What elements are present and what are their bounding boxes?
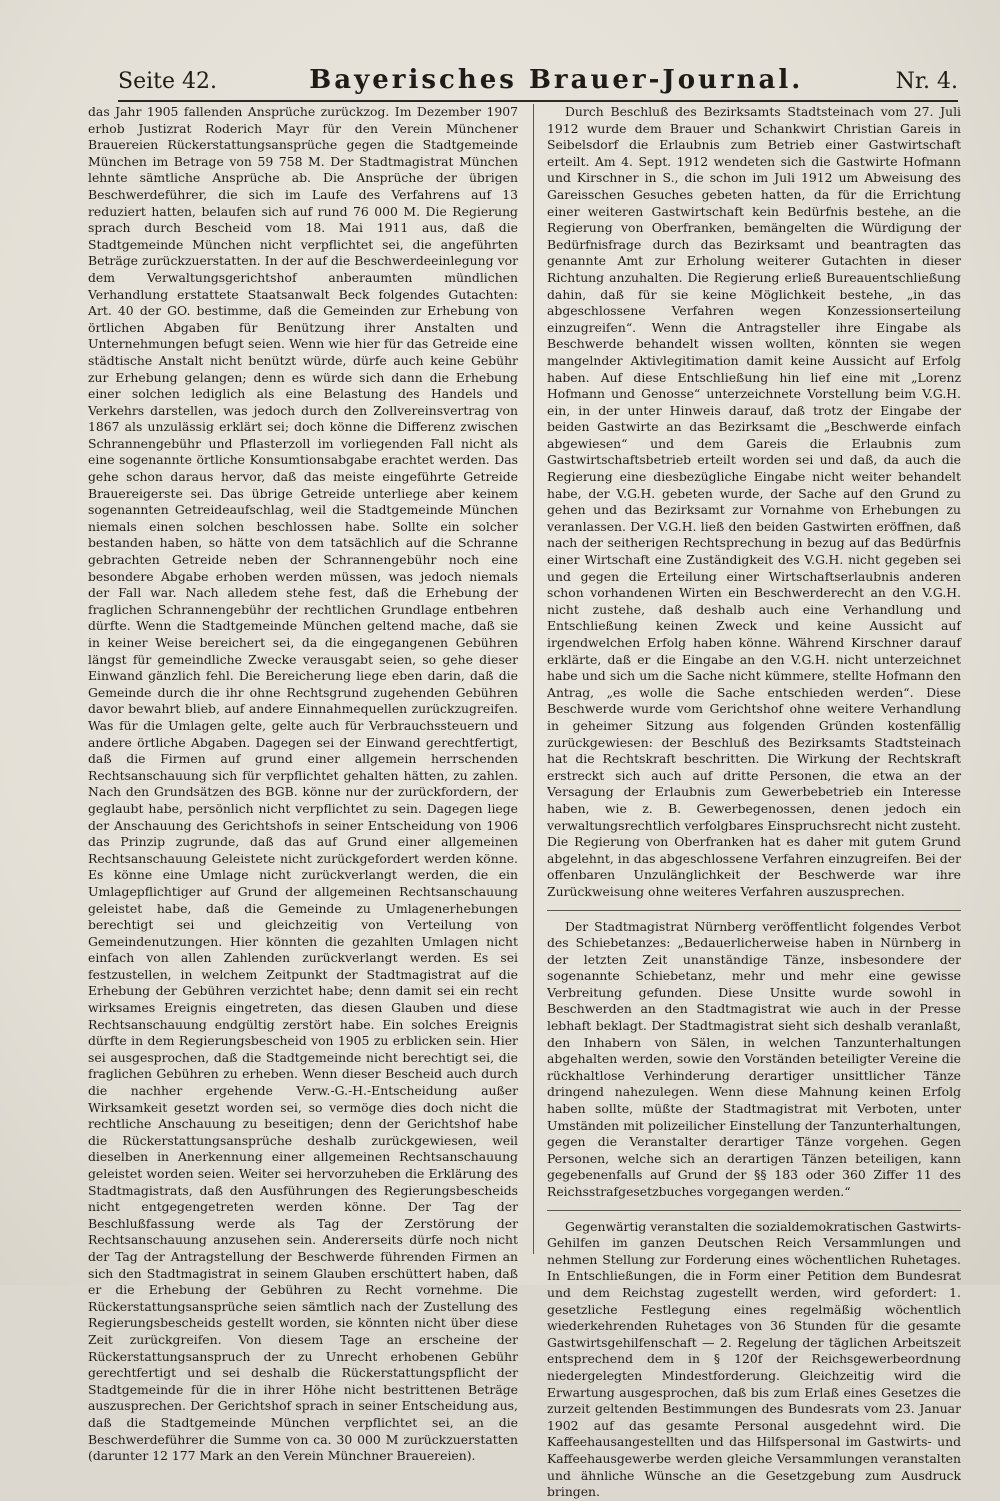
left-article-paragraph: das Jahr 1905 fallenden Ansprüche zurückzog. Im Dezember 1907 erhob Justizrat Roderich Mayr für den Verein Münchener Brauereien Rückerstattungsansprüche gegen die Stadtgemeinde München im Betrage von 59 758 M. Der Stadtmagistrat München lehnte sämtliche Ansprüche ab. Die Ansprüche der übrigen Beschwerdeführer, die sich im Laufe des Verfahrens auf 13 reduziert hatten, belaufen sich auf rund 76 000 M. Die Regierung sprach durch Bescheid vom 18. Mai 1911 aus, daß die Stadtgemeinde München nicht verpflichtet sei, die angeführten Beträge zurückzuerstatten. In der auf die Beschwerdeeinlegung vor dem Verwaltungsgerichtshof anberaumten mündlichen Verhandlung erstattete Staatsanwalt Beck folgendes Gutachten: Art. 40 der GO. bestimme, daß die Gemeinden zur Erhebung von örtlichen Abgaben für Benützung ihrer Anstalten und Unternehmungen befugt seien. Wenn wie hier für das Getreide eine städtische Anstalt nicht benützt würde, dürfe auch keine Gebühr zur Erhebung gelangen; denn es würde sich dann die Erhebung einer solchen lediglich als eine Belastung des Handels und Verkehrs darstellen, was jedoch durch den Zollvereinsvertrag von 1867 als unzulässig erklärt sei; doch könne die Differenz zwischen Schrannengebühr und Pflasterzoll im vorliegenden Fall nicht als eine sogenannte örtliche Konsumtionsabgabe erachtet werden. Das gehe schon daraus hervor, daß das meiste eingeführte Getreide Brauereigerste sei. Das übrige Getreide unterliege aber keinem sogenannten Getreideaufschlag, weil die Stadtgemeinde München niemals einen solchen beschlossen habe. Sollte ein solcher bestanden haben, so hätte von dem tatsächlich auf die Schranne gebrachten Getreide neben der Schrannengebühr noch eine besondere Abgabe erhoben werden müssen, was jedoch niemals der Fall war. Nach alledem stehe fest, daß die Erhebung der fraglichen Schrannengebühr der rechtlichen Grundlage entbehren dürfte. Wenn die Stadtgemeinde München geltend mache, daß sie in keiner Weise bereichert sei, da die eingegangenen Gebühren längst für gemeindliche Zwecke verausgabt seien, so gehe dieser Einwand gänzlich fehl. Die Bereicherung liege eben darin, daß die Gemeinde durch die ihr ohne Rechtsgrund zugehenden Gebühren davor bewahrt blieb, auf andere Einnahmequellen zurückzugreifen. Was für die Umlagen gelte, gelte auch für Verbrauchssteuern und andere örtliche Abgaben. Dagegen sei der Einwand gerechtfertigt, daß die Firmen auf grund einer allgemein herrschenden Rechtsanschauung sich für verpflichtet gehalten hätten, zu zahlen. Nach den Grundsätzen des BGB. könne nur der zurückfordern, der geglaubt habe, persönlich nicht verpflichtet zu sein. Dagegen liege der Anschauung des Gerichtshofs in seiner Entscheidung von 1906 das Prinzip zugrunde, daß das auf Grund einer allgemeinen Rechtsanschauung Geleistete nicht zurückgefordert werden könne. Es könne eine Umlage nicht zurückverlangt werden, die ein Umlagepflichtiger auf Grund der allgemeinen Rechtsanschauung geleistet habe, daß die Gemeinde zu Umlagenerhebungen berechtigt sei und gleichzeitig von Verteilung von Gemeindenutzungen. Hier könnten die gezahlten Umlagen nicht einfach von allen Zahlenden zurückverlangt werden. Es sei festzustellen, in welchem Zeitpunkt der Stadtmagistrat auf die Erhebung der Gebühren verzichtet habe; denn damit sei ein recht wirksames Ereignis eingetreten, das diesen Glauben und diese Rechtsanschauung endgültig zerstört habe. Ein solches Ereignis dürfte in dem Regierungsbescheid von 1905 zu erblicken sein. Hier sei ausgesprochen, daß die Stadtgemeinde nicht berechtigt sei, die fraglichen Gebühren zu erheben. Wenn dieser Bescheid auch durch die nachher ergehende Verw.-G.-H.-Entscheidung außer Wirksamkeit gesetzt worden sei, so vermöge dies doch nicht die rechtliche Anschauung zu beseitigen; denn der Gerichtshof habe die Rückerstattungsansprüche deshalb zurückgewiesen, weil dieselben in Anerkennung einer allgemeinen Rechtsanschauung geleistet worden seien. Weiter sei hervorzuheben die Erklärung des Stadtmagistrats, daß den Ausführungen des Regierungsbescheids nicht entgegengetreten werden könne. Der Tag der Beschlußfassung werde als Tag der Zerstörung der Rechtsanschauung anzusehen sein. Andererseits dürfe noch nicht der Tag der Antragstellung der Beschwerde führenden Firmen an sich den Stadtmagistrat in seinem Glauben erschüttert haben, daß er die Erhebung der Gebühren zu Recht vornehme. Die Rückerstattungsansprüche seien sämtlich nach der Zustellung des Regierungsbescheids gestellt worden, sie könnten nicht über diese Zeit zurückgreifen. Von diesem Tage an erscheine der Rückerstattungsanspruch der zu Unrecht erhobenen Gebühr gerechtfertigt und sei deshalb die Rückerstattungspflicht der Stadtgemeinde für die in ihrer Höhe nicht bestrittenen Beträge auszusprechen. Der Gerichtshof sprach in seiner Entscheidung aus, daß die Stadtgemeinde München verpflichtet sei, an die Beschwerdeführer die Summe von ca. 30 000 M zurückzuerstatten (darunter 12 177 Mark an den Verein Münchner Brauereien). <box>88 104 518 1464</box>
article-schiebetanz-ban: Der Stadtmagistrat Nürnberg veröffentlicht folgendes Verbot des Schiebetanzes: „Bedauerlicherweise haben in Nürnberg in der letzten Zeit unanständige Tänze, insbesondere der sogenannte Schiebetanz, mehr und mehr eine gewisse Verbreitung gefunden. Diese Unsitte wurde sowohl in Beschwerden an den Stadtmagistrat wie auch in der Presse lebhaft beklagt. Der Stadtmagistrat sieht sich deshalb veranlaßt, den Inhabern von Sälen, in welchen Tanzunterhaltungen abgehalten werden, sowie den Vorständen beteiligter Vereine die rückhaltlose Verhinderung derartiger unsittlicher Tänze dringend nahezulegen. Wenn diese Mahnung keinen Erfolg haben sollte, müßte der Stadtmagistrat mit Verboten, unter Umständen mit polizeilicher Einstellung der Tanzunterhaltungen, gegen die Veranstalter derartiger Tänze vorgehen. Gegen Personen, welche sich an derartigen Tänzen beteiligen, kann gegebenenfalls auf Grund der §§ 183 oder 360 Ziffer 11 des Reichsstrafgesetzbuches vorgegangen werden.“ <box>547 918 961 1199</box>
article-separator <box>547 910 961 911</box>
column-divider <box>533 104 534 1254</box>
page-header <box>118 56 958 102</box>
journal-title: Bayerisches Brauer-Journal. <box>309 65 804 95</box>
page-number: Seite 42. <box>118 69 217 94</box>
right-column <box>547 104 961 1500</box>
issue-number: Nr. 4. <box>895 69 958 94</box>
left-column <box>88 104 518 1464</box>
article-ruhetag-demand: Gegenwärtig veranstalten die sozialdemokratischen Gastwirts-Gehilfen im ganzen Deutschen Reich Versammlungen und nehmen Stellung zur Forderung eines wöchentlichen Ruhetages. In Entschließungen, die in Form einer Petition dem Bundesrat und dem Reichstag zugestellt werden, wird gefordert: 1. gesetzliche Festlegung eines regelmäßig wöchentlich wiederkehrenden Ruhetages von 36 Stunden für die gesamte Gastwirtsgehilfenschaft — 2. Regelung der täglichen Arbeitszeit entsprechend dem in § 120f der Reichsgewerbeordnung niedergelegten Mindestforderung. Gleichzeitig wird die Erwartung ausgesprochen, daß bis zum Erlaß eines Gesetzes die zurzeit geltenden Bestimmungen des Bundesrats vom 23. Januar 1902 auf das gesamte Personal ausgedehnt wird. Die Kaffeehausangestellten und das Hilfspersonal im Gastwirts- und Kaffeehausgewerbe werden gleiche Versammlungen veranstalten und ähnliche Wünsche an die Gesetzgebung zum Ausdruck bringen. <box>547 1218 961 1500</box>
article-separator <box>547 1210 961 1211</box>
article-gareis-concession: Durch Beschluß des Bezirksamts Stadtsteinach vom 27. Juli 1912 wurde dem Brauer und Schankwirt Christian Gareis in Seibelsdorf die Erlaubnis zum Betrieb einer Gastwirtschaft erteilt. Am 4. Sept. 1912 wendeten sich die Gastwirte Hofmann und Kirschner in S., die schon im Juli 1912 um Abweisung des Gareisschen Gesuches gebeten hatten, da für die Errichtung einer weiteren Gastwirtschaft kein Bedürfnis bestehe, an die Regierung von Oberfranken, bemängelten die Würdigung der Bedürfnisfrage durch das Bezirksamt und beantragten das genannte Amt zur Erholung weiterer Gutachten in dieser Richtung anzuhalten. Die Regierung erließ Bureauentschließung dahin, daß für sie keine Möglichkeit bestehe, „in das abgeschlossene Verfahren wegen Konzessionserteilung einzugreifen“. Wenn die Antragsteller ihre Eingabe als Beschwerde behandelt wissen wollten, könnten sie wegen mangelnder Aktivlegitimation damit keine Aussicht auf Erfolg haben. Auf diese Entschließung hin lief eine mit „Lorenz Hofmann und Genosse“ unterzeichnete Vorstellung beim V.G.H. ein, in der unter Hinweis darauf, daß trotz der Eingabe der beiden Gastwirte an das Bezirksamt die „Beschwerde einfach abgewiesen“ und dem Gareis die Erlaubnis zum Gastwirtschaftsbetrieb erteilt worden sei und daß, da auch die Regierung eine diesbezügliche Eingabe nicht weiter behandelt habe, der V.G.H. gebeten wurde, der Sache auf den Grund zu gehen und das Bezirksamt zur Vornahme von Erhebungen zu veranlassen. Der V.G.H. ließ den beiden Gastwirten eröffnen, daß nach der seitherigen Rechtsprechung in bezug auf das Bedürfnis einer Wirtschaft eine Zuständigkeit des V.G.H. nicht gegeben sei und gegen die Erteilung einer Wirtschaftserlaubnis anderen schon vorhandenen Wirten ein Beschwerderecht an den V.G.H. nicht zustehe, daß deshalb auch eine Verhandlung und Entschließung keinen Zweck und keine Aussicht auf irgendwelchen Erfolg haben könne. Während Kirschner darauf erklärte, daß er die Eingabe an den V.G.H. nicht unterzeichnet habe und sich um die Sache nicht kümmere, stellte Hofmann den Antrag, „es wolle die Sache entschieden werden“. Diese Beschwerde wurde vom Gerichtshof ohne weitere Verhandlung in geheimer Sitzung aus folgenden Gründen kostenfällig zurückgewiesen: der Beschluß des Bezirksamts Stadtsteinach hat die Rechtskraft beschritten. Die Wirkung der Rechtskraft erstreckt sich auch auf dritte Personen, die etwa an der Versagung der Erlaubnis zum Gewerbebetrieb ein Interesse haben, wie z. B. Gewerbegenossen, denen jedoch ein verwaltungsrechtlich verfolgbares Einspruchsrecht nicht zusteht. Die Regierung von Oberfranken hat es daher mit gutem Grund abgelehnt, in das abgeschlossene Verfahren einzugreifen. Bei der offenbaren Unzulänglichkeit der Beschwerde war ihre Zurückweisung ohne weiteres Verfahren auszusprechen. <box>547 104 961 899</box>
